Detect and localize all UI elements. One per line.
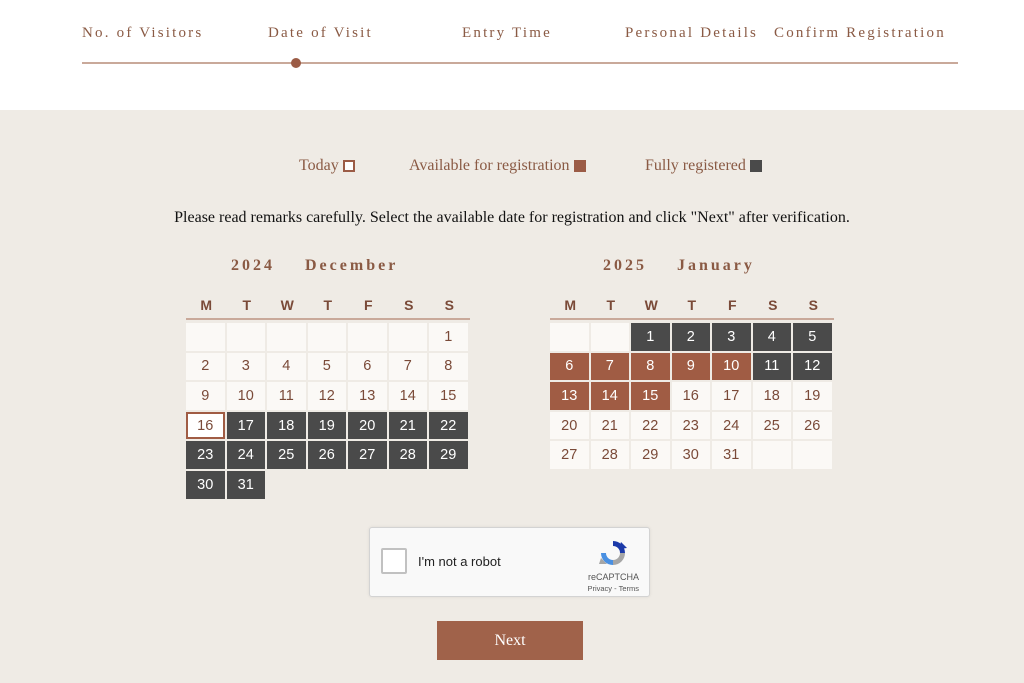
day-cell: 23 <box>186 441 225 469</box>
weekday-header <box>550 290 834 320</box>
day-cell: 30 <box>672 441 711 469</box>
weekday-label: S <box>444 297 454 313</box>
recaptcha-brand: reCAPTCHA <box>587 572 639 582</box>
day-cell: 15 <box>429 382 468 410</box>
weekday-label: F <box>727 297 737 313</box>
day-cell[interactable]: 10 <box>712 353 751 381</box>
step-confirm: Confirm Registration <box>774 25 946 41</box>
weekday-label: W <box>644 297 658 313</box>
day-cell: 4 <box>267 353 306 381</box>
instructions-text: Please read remarks carefully. Select the available date for registration and click "Next" after verification. <box>174 209 850 226</box>
day-cell[interactable]: 7 <box>591 353 630 381</box>
day-cell[interactable]: 15 <box>631 382 670 410</box>
day-grid <box>550 323 834 469</box>
calendar-january <box>550 290 834 469</box>
day-cell: 18 <box>753 382 792 410</box>
empty-day-cell <box>389 323 428 351</box>
legend-available <box>409 156 586 176</box>
day-cell: 21 <box>389 412 428 440</box>
day-cell: 25 <box>267 441 306 469</box>
day-cell: 25 <box>753 412 792 440</box>
day-cell: 29 <box>631 441 670 469</box>
day-cell: 7 <box>389 353 428 381</box>
step-personal-details: Personal Details <box>625 25 759 41</box>
day-cell: 17 <box>712 382 751 410</box>
day-cell: 20 <box>550 412 589 440</box>
weekday-label: S <box>404 297 414 313</box>
available-swatch-icon <box>574 160 586 172</box>
step-date: Date of Visit <box>268 25 373 41</box>
day-cell: 31 <box>712 441 751 469</box>
weekday-label: W <box>280 297 294 313</box>
weekday-label: F <box>363 297 373 313</box>
day-cell: 12 <box>308 382 347 410</box>
day-cell: 3 <box>712 323 751 351</box>
calendar-year: 2024 <box>231 257 275 274</box>
day-cell: 22 <box>631 412 670 440</box>
step-entry-time: Entry Time <box>462 25 552 41</box>
stepper-active-dot <box>291 58 301 68</box>
legend-available-label: Available for registration <box>409 157 570 174</box>
calendar-title-december <box>231 257 398 275</box>
day-cell: 29 <box>429 441 468 469</box>
day-cell: 16 <box>186 412 225 440</box>
day-cell: 11 <box>267 382 306 410</box>
day-cell: 16 <box>672 382 711 410</box>
today-swatch-icon <box>343 160 355 172</box>
day-cell: 10 <box>227 382 266 410</box>
weekday-label: T <box>323 297 333 313</box>
legend-today-label: Today <box>299 157 339 174</box>
day-cell: 27 <box>348 441 387 469</box>
day-cell: 19 <box>793 382 832 410</box>
weekday-label: T <box>606 297 616 313</box>
day-cell[interactable]: 6 <box>550 353 589 381</box>
day-cell: 6 <box>348 353 387 381</box>
day-cell: 11 <box>753 353 792 381</box>
day-cell: 28 <box>591 441 630 469</box>
day-cell: 13 <box>348 382 387 410</box>
day-cell: 26 <box>793 412 832 440</box>
empty-day-cell <box>591 323 630 351</box>
empty-day-cell <box>267 323 306 351</box>
next-button[interactable]: Next <box>437 621 583 660</box>
full-swatch-icon <box>750 160 762 172</box>
legend-full-label: Fully registered <box>645 157 746 174</box>
day-cell[interactable]: 14 <box>591 382 630 410</box>
day-cell: 24 <box>227 441 266 469</box>
day-cell: 9 <box>186 382 225 410</box>
day-cell: 23 <box>672 412 711 440</box>
day-cell: 26 <box>308 441 347 469</box>
day-cell: 4 <box>753 323 792 351</box>
day-cell: 30 <box>186 471 225 499</box>
empty-day-cell <box>550 323 589 351</box>
day-cell: 1 <box>429 323 468 351</box>
weekday-label: T <box>687 297 697 313</box>
calendar-december <box>186 290 470 499</box>
weekday-label: S <box>768 297 778 313</box>
empty-day-cell <box>793 441 832 469</box>
empty-day-cell <box>227 323 266 351</box>
day-cell: 12 <box>793 353 832 381</box>
day-cell: 3 <box>227 353 266 381</box>
weekday-label: T <box>242 297 252 313</box>
legend-full <box>645 156 762 176</box>
day-cell: 22 <box>429 412 468 440</box>
empty-day-cell <box>348 323 387 351</box>
day-cell: 2 <box>186 353 225 381</box>
day-cell: 2 <box>672 323 711 351</box>
weekday-header <box>186 290 470 320</box>
day-cell: 5 <box>793 323 832 351</box>
empty-day-cell <box>753 441 792 469</box>
day-cell: 14 <box>389 382 428 410</box>
day-cell: 18 <box>267 412 306 440</box>
day-cell: 17 <box>227 412 266 440</box>
weekday-label: M <box>200 297 213 313</box>
calendar-title-january <box>603 257 755 275</box>
progress-stepper <box>0 0 1024 110</box>
step-visitors: No. of Visitors <box>82 25 204 41</box>
day-cell: 1 <box>631 323 670 351</box>
calendar-month: January <box>677 257 755 274</box>
day-cell: 31 <box>227 471 266 499</box>
weekday-label: S <box>808 297 818 313</box>
day-cell: 28 <box>389 441 428 469</box>
calendar-year: 2025 <box>603 257 647 274</box>
calendar-month: December <box>305 257 399 274</box>
day-cell[interactable]: 13 <box>550 382 589 410</box>
recaptcha-logo-icon <box>598 538 628 568</box>
day-grid <box>186 323 470 499</box>
day-cell[interactable]: 9 <box>672 353 711 381</box>
main-panel <box>0 110 1024 683</box>
recaptcha-label: I'm not a robot <box>418 554 501 569</box>
day-cell[interactable]: 8 <box>631 353 670 381</box>
day-cell: 5 <box>308 353 347 381</box>
day-cell: 27 <box>550 441 589 469</box>
day-cell: 21 <box>591 412 630 440</box>
stepper-line <box>82 62 958 64</box>
recaptcha-links[interactable]: Privacy - Terms <box>587 584 639 593</box>
weekday-label: M <box>564 297 577 313</box>
day-cell: 20 <box>348 412 387 440</box>
day-cell: 24 <box>712 412 751 440</box>
recaptcha-widget <box>369 527 650 597</box>
day-cell: 8 <box>429 353 468 381</box>
empty-day-cell <box>186 323 225 351</box>
empty-day-cell <box>308 323 347 351</box>
legend-today <box>299 156 355 176</box>
day-cell: 19 <box>308 412 347 440</box>
recaptcha-checkbox[interactable] <box>381 548 407 574</box>
